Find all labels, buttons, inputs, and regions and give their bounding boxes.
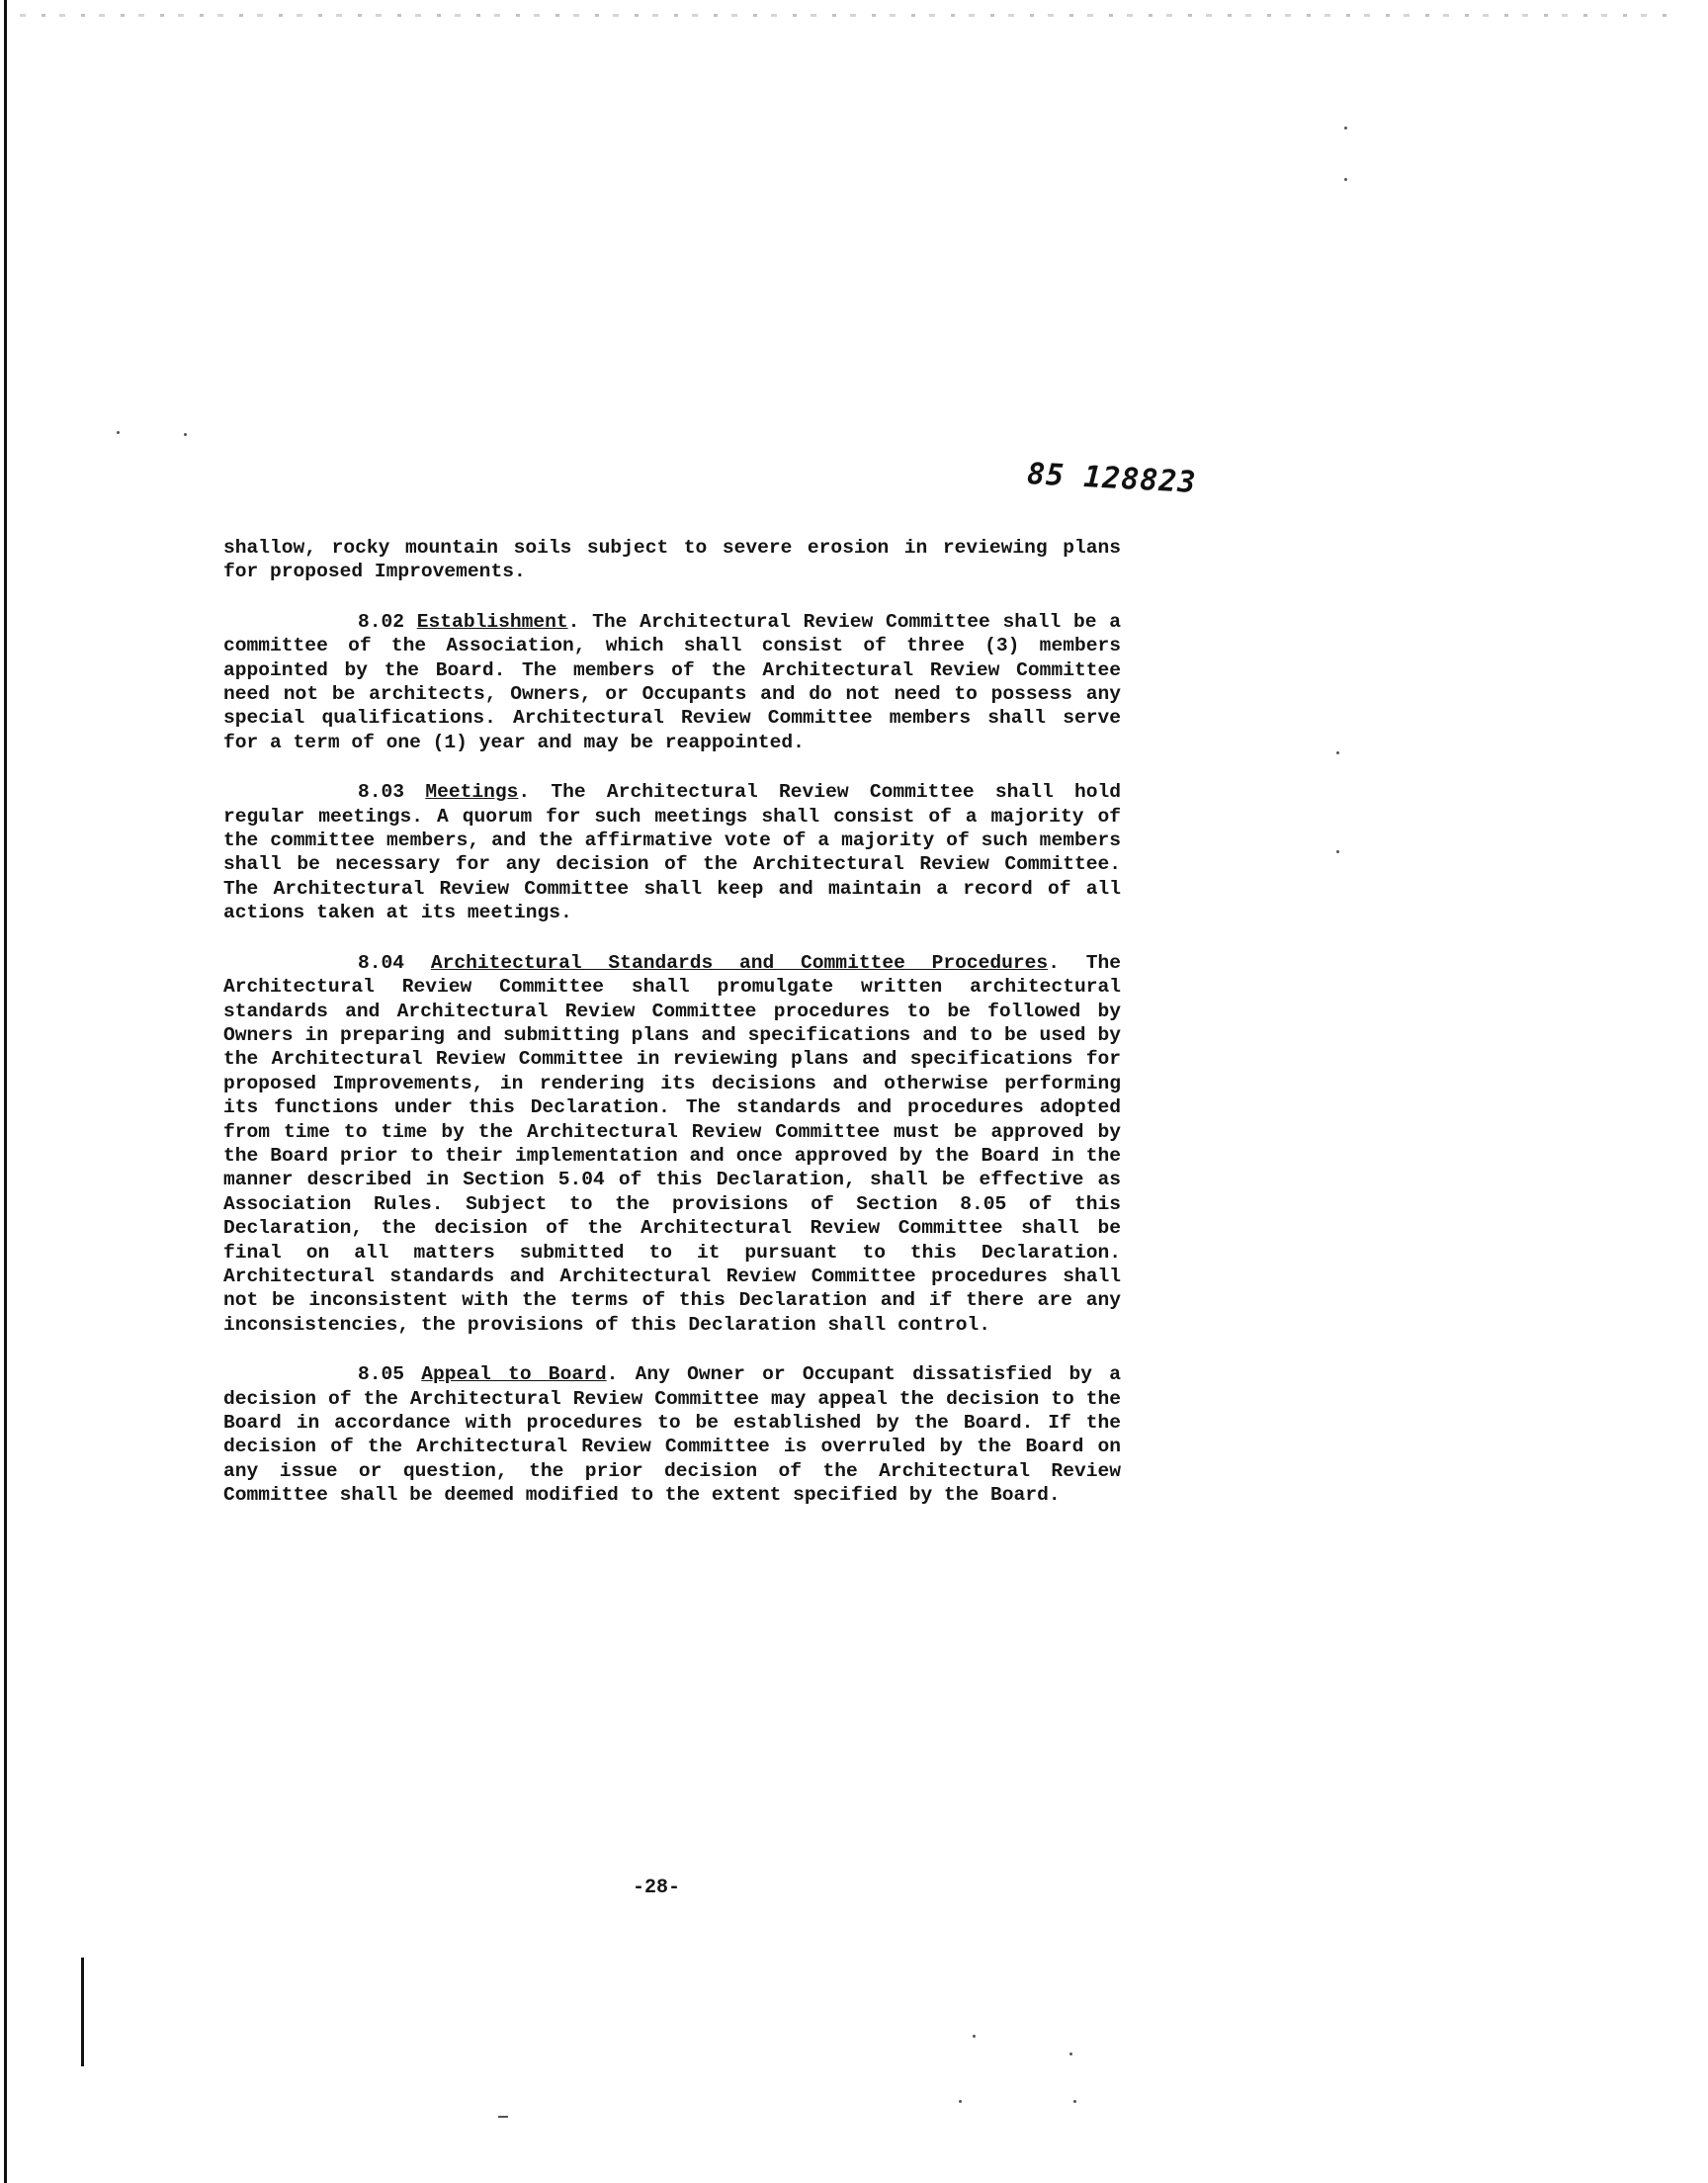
scan-speck	[1336, 850, 1339, 853]
scan-speck	[1073, 2100, 1076, 2103]
opening-paragraph: shallow, rocky mountain soils subject to severe erosion in reviewing plans for proposed Improvements.	[223, 537, 1121, 583]
scan-noise-top	[20, 14, 1680, 17]
document-body	[223, 536, 1121, 1533]
section-8-03	[223, 780, 1121, 924]
section-8-04	[223, 951, 1121, 1338]
scan-speck	[184, 433, 187, 436]
section-heading: Architectural Standards and Committee Procedures	[430, 951, 1049, 974]
section-8-05	[223, 1362, 1121, 1507]
section-8-02	[223, 610, 1121, 754]
scan-speck	[959, 2100, 962, 2103]
scan-speck	[1069, 2052, 1072, 2055]
scan-speck	[1344, 127, 1347, 130]
scan-speck	[1336, 751, 1339, 754]
scan-speck	[973, 2035, 976, 2038]
document-stamp-number: 85 128823	[1026, 457, 1198, 500]
section-text: . The Architectural Review Committee shall promulgate written architectural standards and Architectural Review Committee procedures to be followed by Owners in preparing and submitting plans and specifications and to be used by the Architectural Review Committee in reviewing plans and specifications for proposed Improvements, in rendering its decisions and otherwise performing its functions under this Declaration. The standards and procedures adopted from time to time by the Architectural Review Committee must be approved by the Board prior to their implementation and once approved by the Board in the manner described in Section 5.04 of this Declaration, shall be effective as Association Rules. Subject to the provisions of Section 8.05 of this Declaration, the decision of the Architectural Review Committee shall be final on all matters submitted to it pursuant to this Declaration. Architectural standards and Architectural Review Committee procedures shall not be inconsistent with the terms of this Declaration and if there are any inconsistencies, the provisions of this Declaration shall control.	[223, 951, 1121, 1336]
section-number: 8.02	[358, 610, 405, 633]
scan-margin-mark	[81, 1958, 84, 2066]
section-number: 8.03	[358, 781, 405, 804]
section-number: 8.04	[358, 951, 405, 974]
section-heading: Establishment	[416, 610, 568, 633]
page-number: -28-	[633, 1877, 681, 1899]
section-heading: Appeal to Board	[421, 1363, 607, 1386]
scan-left-edge	[4, 0, 7, 2183]
section-text: . Any Owner or Occupant dissatisfied by a decision of the Architectural Review Committee may appeal the decision to the Board in accordance with procedures to be established by the Board. If the decision of the Architectural Review Committee is overruled by the Board on any issue or question, the prior decision of the Architectural Review Committee shall be deemed modified to the extent specified by the Board.	[223, 1363, 1121, 1507]
section-text: . The Architectural Review Committee shall be a committee of the Association, which shall consist of three (3) members appointed by the Board. The members of the Architectural Review Committee need not be architects, Owners, or Occupants and do not need to possess any special qualifications. Architectural Review Committee members shall serve for a term of one (1) year and may be reappointed.	[223, 610, 1122, 753]
scan-speck	[498, 2116, 508, 2118]
scan-speck	[1344, 178, 1347, 181]
scan-speck	[117, 431, 120, 434]
section-number: 8.05	[358, 1363, 405, 1386]
section-heading: Meetings	[425, 781, 519, 804]
section-text: . The Architectural Review Committee shall hold regular meetings. A quorum for such meetings shall consist of a majority of the committee members, and the affirmative vote of a majority of such members shall be necessary for any decision of the Architectural Review Committee. The Architectural Review Committee shall keep and maintain a record of all actions taken at its meetings.	[223, 781, 1121, 924]
